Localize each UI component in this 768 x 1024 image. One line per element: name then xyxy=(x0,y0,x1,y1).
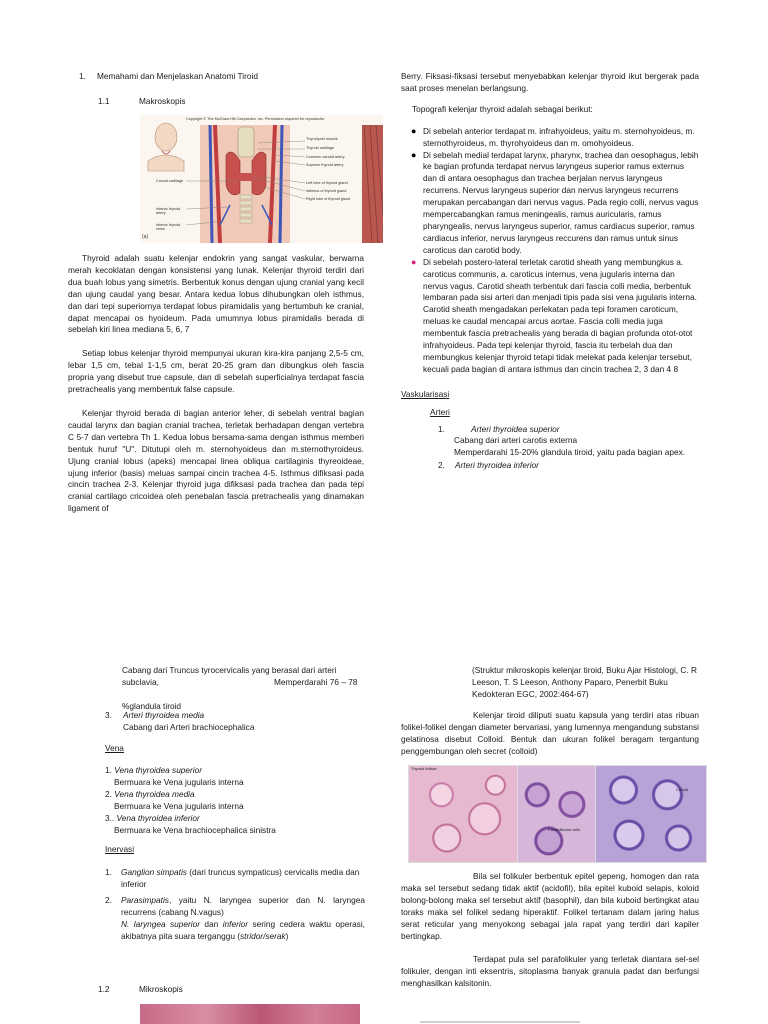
paragraph: Terdapat pula sel parafolikuler yang terletak diantara sel-sel folikuler, dengan inti eksentris, sitoplasma banyak granula padat dan berfungsi menghasilkan kalsitonin. xyxy=(401,954,699,989)
histology-label: Parafollicular cells xyxy=(548,827,581,832)
list-item xyxy=(409,257,699,376)
section-heading xyxy=(79,71,379,83)
figure-label: Left lobe of thyroid gland xyxy=(306,181,348,185)
histology-image-low-power xyxy=(408,765,518,863)
bullet-icon: ● xyxy=(411,256,417,267)
topography-list xyxy=(401,126,699,376)
subsection-heading xyxy=(98,96,298,108)
arteri-detail: Memperdarahi 76 – 78 xyxy=(274,677,358,687)
list-item xyxy=(105,813,365,837)
paragraph: Kelenjar thyroid berada di bagian anterior leher, di sebelah ventral bagian caudal larynx dan bagian cranial trachea, terletak berhadapan dengan vertebra C 5-7 dan vertebra Th 1. Kedua lobus bersama-sama dengan isthmus memberi bentuk huruf "U". Ditutupi oleh m. sternohyoideus dan m.sternothyroideus. Ujung cranial lobus (apeks) mencapai linea obliqua cartilaginis thyreoideae, ujung inferior (basis) meluas sampai cincin trachea 4-5. Isthmus difiksasi pada cincin trachea 2-3. Kelenjar thyroid juga difiksasi pada trachea dan pada tepi cranial cartilago cricoidea oleh penebalan fascia pretrachealis yang dinamakan ligament of xyxy=(68,407,364,514)
list-item-text: Di sebelah medial terdapat larynx, pharynx, trachea dan oesophagus, lebih ke bagian profunda terdapat nervus laryngeus superior ramus externus dan di antara oesophagus dan trachea berjalan nervus laryngeus recurrens. Nervus laryngeus superior dan nervus laryngeus recurrens merupakan percabangan dari nervus vagus. Pada regio colli, nervus vagus mempercabangkan ramus meningealis, ramus auricularis, ramus pharyngealis, nervus laryngeus superior, ramus cardiacus superior, ramus cardiacus inferior, nervus laryngeus reccurens dan ramus untuk sinus caroticus dan carotid body. xyxy=(423,149,699,255)
right-top-body xyxy=(401,71,699,472)
arteri-name: Arteri thyroidea inferior xyxy=(455,460,539,471)
nerve-name: N. laryngea superior xyxy=(121,918,200,929)
list-number: 2. xyxy=(438,460,445,471)
list-item xyxy=(105,765,365,789)
figure-label: Inferior thyroid veins xyxy=(156,223,181,231)
figure-label: Common carotid artery xyxy=(306,155,345,159)
arteri-name: Arteri thyroidea media xyxy=(123,710,205,720)
list-number: 1. xyxy=(105,867,112,877)
inervasi-name: Ganglion simpatis xyxy=(121,867,187,877)
arteri-detail: %glandula tiroid xyxy=(122,700,182,711)
inervasi-detail: sering cedera waktu operasi, akibatnya pita suara terganggu ( xyxy=(121,918,365,941)
vena-name: Vena thyroidea superior xyxy=(114,765,203,775)
inervasi-list xyxy=(105,867,365,942)
inervasi-detail: dan xyxy=(199,918,223,929)
subsection-number: 1.2 xyxy=(98,984,110,994)
list-number: 1. xyxy=(105,765,112,775)
subsection-number: 1.1 xyxy=(98,96,110,106)
figure-label: Thyrohyoid muscle xyxy=(306,137,338,141)
arteri-item-3 xyxy=(105,710,365,734)
histology-image-high-power xyxy=(595,765,707,863)
list-number: 3. xyxy=(105,710,112,720)
subsection-heading xyxy=(98,984,298,996)
inervasi-heading: Inervasi xyxy=(105,844,135,854)
topography-intro: Topografi kelenjar thyroid adalah sebagai berikut: xyxy=(412,103,593,114)
histology-image-mid-power xyxy=(517,765,596,863)
paragraph: Thyroid adalah suatu kelenjar endokrin yang sangat vaskular, berwarna merah kecoklatan dengan konsistensi yang lunak. Kelenjar thyroid terdiri dari dua buah lobus yang simetris. Berbentuk konus dengan ujung cranial yang kecil dan ujung caudal yang besar. Antara kedua lobus dihubungkan oleh isthmus, dan dari tepi superiornya terdapat lobus piramidalis yang bertumbuh ke cranial, dapat mencapai os hyoideum. Pada umumnya lobus piramidalis berada di sebelah kiri linea mediana 5, 6, 7 xyxy=(68,253,364,335)
arteri-detail: Cabang dari Arteri brachiocephalica xyxy=(123,721,255,732)
microscopy-image-partial xyxy=(140,1004,360,1024)
list-item xyxy=(105,789,365,813)
vena-detail: Bermuara ke Vena brachiocephalica sinistra xyxy=(114,824,276,835)
list-number: 3.. xyxy=(105,812,115,823)
symptom-term: stridor/serak xyxy=(240,930,286,941)
vena-detail: Bermuara ke Vena jugularis interna xyxy=(114,800,244,811)
subsection-text: Mikroskopis xyxy=(139,984,183,994)
subsection-text: Makroskopis xyxy=(139,96,186,106)
figure-label: Inferior thyroid artery xyxy=(156,207,181,215)
cut-off-line xyxy=(420,1018,580,1024)
vena-list xyxy=(105,765,365,836)
arteri-detail: Memperdarahi 15-20% glandula tiroid, yaitu pada bagian apex. xyxy=(454,447,686,458)
list-item-text: Di sebelah postero-lateral terletak carotid sheath yang membungkus a. caroticus communis, a. caroticus internus, vena jugularis interna dan nervus vagus. Carotid sheath terbentuk dari fascia colli media, berbentuk lembaran pada sisi arteri dan menjadi tipis pada sisi vena jugularis interna. Carotid sheath mengadakan perlekatan pada tepi foramen caroticum, meluas ke caudal mencapai arcus aortae. Fascia colli media juga membentuk fascia pretrachealis yang berada di bagian profunda otot-otot infrahyoideus. Pada tepi kelenjar thyroid, fascia itu terbelah dua dan membungkus kelenjar thyroid tetapi tidak melekat pada kelenjar tersebut, kecuali pada bagian di antara isthmus dan cincin trachea 2, 3 dan 4 8 xyxy=(423,256,697,374)
paragraph: Kelenjar tiroid diliputi suatu kapsula yang terdiri atas ribuan folikel-folikel dengan diameter bervariasi, yang lumennya mengandung substansi gelatinosa disebut Colloid. Bentuk dan ukuran folikel beragam tergantung penggembungan oleh secret (colloid) xyxy=(401,710,699,756)
list-item xyxy=(409,126,699,150)
list-number: 2. xyxy=(105,894,112,905)
list-item xyxy=(105,895,365,943)
list-number: 1. xyxy=(438,423,445,434)
inervasi-detail: , yaitu N. laryngea superior dan N. laryngea recurrens (cabang N.vagus) xyxy=(121,894,365,917)
right-bottom-body xyxy=(401,871,699,990)
figure-label: Cricoid cartilage xyxy=(156,179,184,183)
thyroid-anatomy-figure xyxy=(140,115,383,243)
list-item xyxy=(105,867,365,891)
vena-name: Vena thyroidea inferior xyxy=(116,812,200,823)
arteri-item xyxy=(438,424,699,436)
inervasi-name: Parasimpatis xyxy=(121,894,169,905)
figure-label: Isthmus of thyroid gland xyxy=(306,189,347,193)
arteri-name: Arteri thyroidea superior xyxy=(471,423,560,434)
paragraph: Berry. Fiksasi-fiksasi tersebut menyebabkan kelenjar thyroid ikut bergerak pada saat proses menelan berlangsung. xyxy=(401,71,699,93)
arteri-item xyxy=(438,460,699,472)
paragraph: Bila sel folikuler berbentuk epitel gepeng, homogen dan rata maka sel tersebut sedang tidak aktif (acidofil), bila epitel kuboid selapis, koloid bolong-bolong maka sel tersebut aktif (basophil), dan bila kuboid bertingkat atau toraks maka sel folikel sedang hiperaktif. Folikel tertanam dalam jaring halus serat reticular yang menyokong sebagai jala rapat yang terdiri dari kapiler bertingkap. xyxy=(401,871,699,941)
histology-label: Thyroid follicle xyxy=(411,766,437,771)
vaskularisasi-heading: Vaskularisasi xyxy=(401,388,450,399)
vena-heading: Vena xyxy=(105,743,124,753)
arteri-heading: Arteri xyxy=(430,406,450,417)
bullet-icon: ● xyxy=(411,125,417,136)
heading-number: 1. xyxy=(79,71,86,81)
paragraph: Setiap lobus kelenjar thyroid mempunyai ukuran kira-kira panjang 2,5-5 cm, lebar 1,5 cm, tebal 1-1,5 cm, berat 20-25 gram dan dibungkus oleh fascia propria yang disebut true capsule, dan di sebelah superficialnya terdapat fascia pretrachealis yang membentuk false capsule. xyxy=(68,348,364,395)
arteri-detail: Cabang dari Truncus tyrocervicalis yang berasal dari arteri subclavia, xyxy=(122,665,337,687)
inervasi-detail: (dari truncus sympaticus) cervicalis media dan inferior xyxy=(121,867,360,889)
list-item-text: Di sebelah anterior terdapat m. infrahyoideus, yaitu m. sternohyoideus, m. sternothyroideus, m. thyrohyoideus dan m. omohyoideus. xyxy=(423,125,695,148)
list-item xyxy=(409,150,699,257)
arteri-detail: Cabang dari arteri carotis externa xyxy=(454,435,578,446)
figure-copyright: Copyright © The McGraw-Hill Companies, Inc. Permission required for reproductio xyxy=(186,117,325,121)
list-number: 2. xyxy=(105,788,112,799)
figure-label: Superior thyroid artery xyxy=(306,163,344,167)
nerve-name: inferior xyxy=(222,918,249,929)
vena-detail: Bermuara ke Vena jugularis interna xyxy=(114,776,244,787)
vena-name: Vena thyroidea media xyxy=(114,788,195,799)
right-bottom-para1 xyxy=(401,710,699,758)
histology-label: Colloid xyxy=(676,787,689,792)
figure-label: Right lobe of thyroid gland xyxy=(306,197,351,201)
figure-panel-letter: (a) xyxy=(142,234,149,240)
reference-citation: (Struktur mikroskopis kelenjar tiroid, Buku Ajar Histologi, C. R Leeson, T. S Leeson, Anthony Paparo, Penerbit Buku Kedokteran EGC, 2002:464-67) xyxy=(472,665,698,699)
heading-text: Memahami dan Menjelaskan Anatomi Tiroid xyxy=(97,71,258,81)
inervasi-detail: ) xyxy=(285,930,289,941)
figure-label: Thyroid cartilage xyxy=(306,146,335,150)
arteri-continuation xyxy=(122,665,362,713)
bullet-icon: ● xyxy=(411,149,417,160)
left-top-body xyxy=(68,253,364,515)
